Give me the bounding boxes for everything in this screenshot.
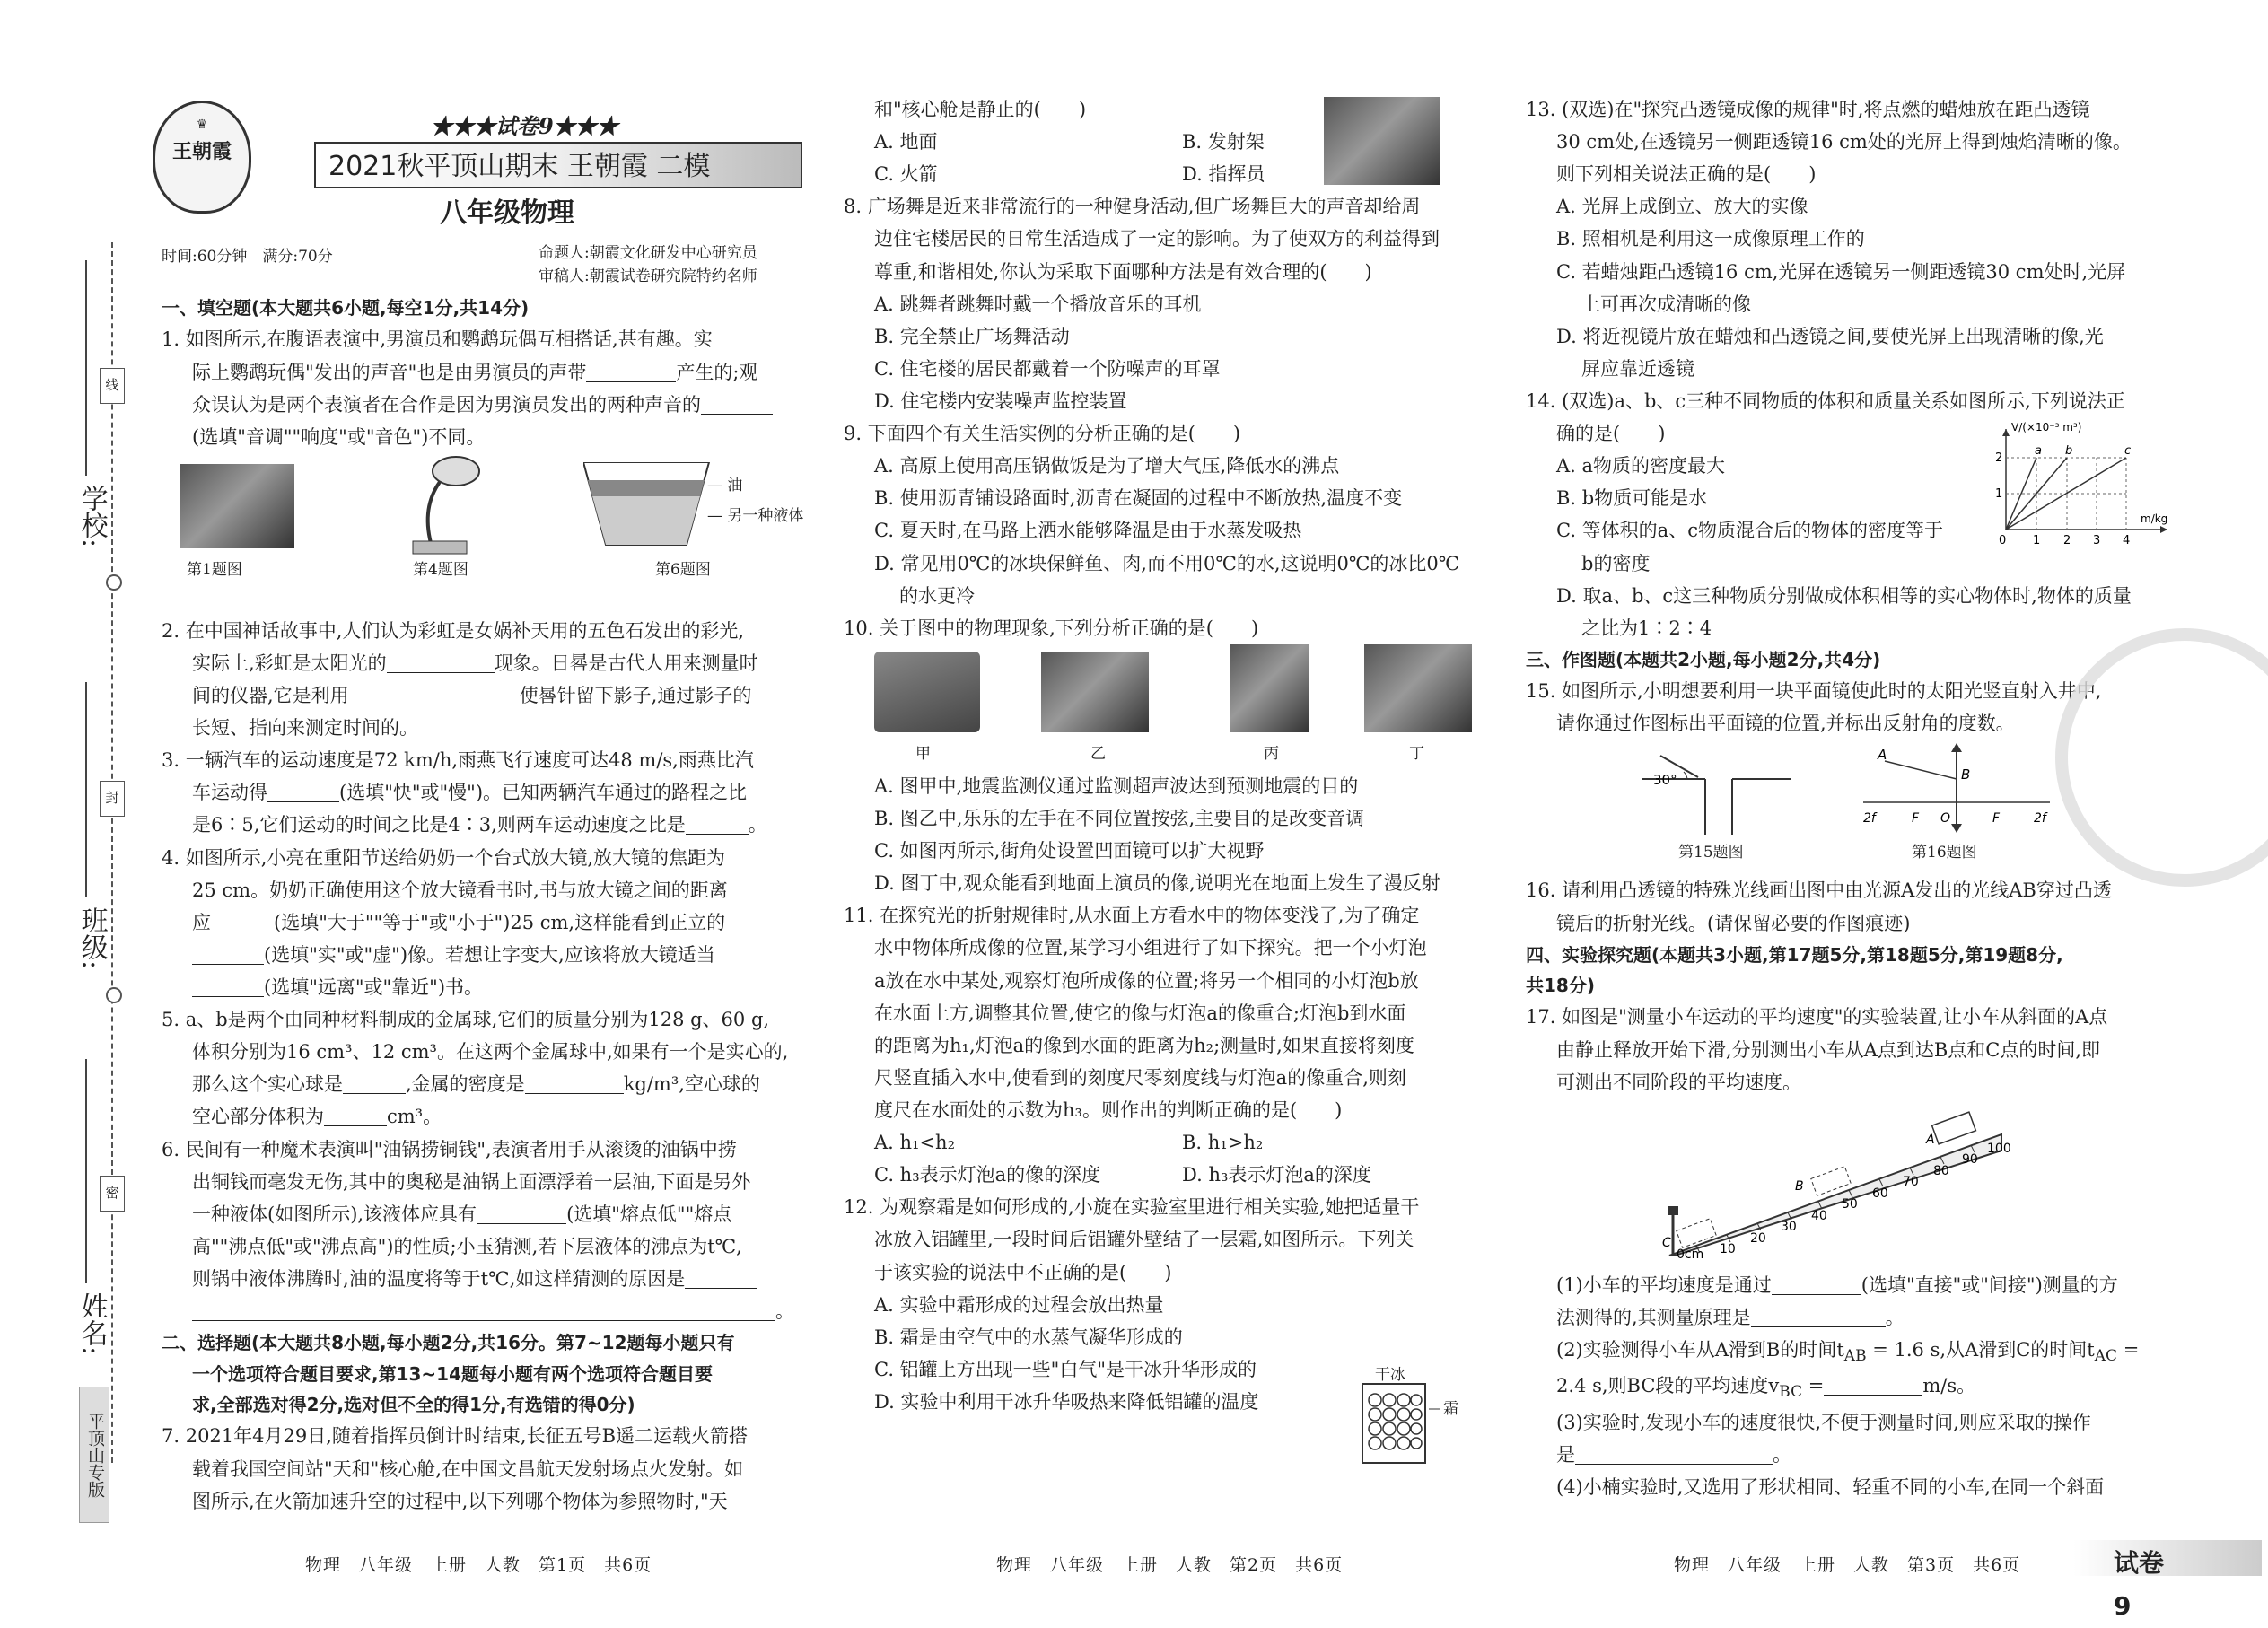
svg-text:1: 1 [2033, 534, 2041, 547]
svg-text:2f: 2f [1863, 811, 1876, 827]
svg-text:90: 90 [1962, 1151, 1978, 1167]
dry-ice-label: 干冰 [1375, 1366, 1405, 1384]
exam-time: 时间:60分钟 满分:70分 [162, 248, 333, 266]
svg-text:b: b [2065, 444, 2073, 458]
svg-text:10: 10 [1720, 1241, 1736, 1256]
series-label: ★★★试卷9★★★ [431, 113, 618, 139]
svg-text:A: A [1878, 747, 1887, 764]
svg-text:1: 1 [1995, 487, 2003, 501]
page-2-footer: 物理 八年级 上册 人教 第2页 共6页 [996, 1555, 1344, 1575]
q9-option-c[interactable]: C. 夏天时,在马路上洒水能够降温是由于水蒸发吸热 [874, 520, 1302, 542]
q12: 12. 为观察霜是如何形成的,小旋在实验室里进行相关实验,她把适量干 冰放入铝罐里,一段时间后铝罐外壁结了一层霜,如图所示。下列关 于该实验的说法中不正确的是( ) [844, 1196, 1420, 1283]
q6: 6. 民间有一种魔术表演叫"油锅捞铜钱",表演者用手从滚烫的油锅中捞 出铜钱而毫发无伤,其中的奥秘是油锅上面漂浮着一层油,下面是另外 一种液体(如图所示),该液体应具有 (选填"熔点低""熔点 高""沸点低"或"沸点高")的性质;小玉猜测,若下层液体的沸点为t℃, 则锅中液体沸腾时,油的温度将等于t℃,如这样猜测的原因是 。 [162, 1138, 794, 1323]
page-badge-text: 试卷9 [2114, 1548, 2165, 1622]
q8-option-c[interactable]: C. 住宅楼的居民都戴着一个防噪声的耳罩 [874, 357, 1221, 380]
svg-text:40: 40 [1811, 1208, 1827, 1223]
label-ding: 丁 [1409, 744, 1424, 763]
svg-text:100: 100 [1987, 1141, 2011, 1156]
q15: 15. 如图所示,小明想要利用一块平面镜使此时的太阳光竖直射入井中, 请你通过作图标出平面镜的位置,并标出反射角的度数。 [1526, 680, 2102, 735]
svg-text:0: 0 [1999, 534, 2007, 547]
mi-mark: 密 [100, 1176, 125, 1212]
q10-option-b[interactable]: B. 图乙中,乐乐的左手在不同位置按弦,主要目的是改变音调 [874, 807, 1365, 829]
q17: 17. 如图是"测量小车运动的平均速度"的实验装置,让小车从斜面的A点 由静止释放开始下滑,分别测出小车从A点到达B点和C点的时间,即 可测出不同阶段的平均速度。 [1526, 1006, 2108, 1093]
q9-option-b[interactable]: B. 使用沥青铺设路面时,沥青在凝固的过程中不断放热,温度不变 [874, 487, 1403, 510]
svg-text:F: F [1992, 811, 2001, 827]
q14-option-c[interactable]: C. 等体积的a、c物质混合后的物体的密度等于 b的密度 [1556, 520, 1943, 574]
q8: 8. 广场舞是近来非常流行的一种健身活动,但广场舞巨大的声音却给周 边住宅楼居民的日常生活造成了一定的影响。为了使双方的利益得到 尊重,和谐相处,你认为采取下面哪种方法是有效合理的( ) [844, 196, 1440, 283]
q17-4: (4)小楠实验时,又选用了形状相同、轻重不同的小车,在同一个斜面 [1556, 1476, 2105, 1499]
hole-bottom [106, 987, 122, 1003]
svg-text:20: 20 [1750, 1230, 1766, 1246]
q12-option-b[interactable]: B. 霜是由空气中的水蒸气凝华形成的 [874, 1326, 1183, 1348]
school-label: 学校: [75, 485, 108, 548]
q7-option-c[interactable]: C. 火箭 [874, 163, 938, 186]
well-figure [1633, 747, 1795, 836]
svg-text:F: F [1912, 811, 1920, 827]
q7-option-b[interactable]: B. 发射架 [1182, 131, 1265, 153]
svg-text:2: 2 [1995, 451, 2003, 465]
q7-option-d[interactable]: D. 指挥员 [1182, 163, 1265, 186]
q14-option-a[interactable]: A. a物质的密度最大 [1556, 455, 1726, 477]
q12-option-d[interactable]: D. 实验中利用干冰升华吸热来降低铝罐的温度 [874, 1390, 1259, 1413]
q17-2: (2)实验测得小车从A滑到B的时间$t_{AB} = 1.6$ s,从A滑到C的时间$t_{AC}$ = 2.4 s,则BC段的平均速度$v_{BC} = m/s$。 [1556, 1339, 2140, 1402]
other-liquid-label: — 另一种液体 [707, 506, 804, 525]
page-1-footer: 物理 八年级 上册 人教 第1页 共6页 [305, 1555, 652, 1575]
q10-figures [844, 644, 1490, 770]
svg-text:80: 80 [1933, 1163, 1949, 1178]
rocket-launch-photo [1324, 97, 1440, 185]
q12-option-c[interactable]: C. 铝罐上方出现一些"白气"是干冰升华形成的 [874, 1358, 1257, 1380]
exam-author: 命题人:朝霞文化研发中心研究员 [539, 244, 757, 262]
hole-top [106, 574, 122, 591]
class-line [85, 682, 87, 897]
svg-text:3: 3 [2093, 534, 2101, 547]
q16: 16. 请利用凸透镜的特殊光线画出图中由光源A发出的光线AB穿过凸透 镜后的折射光线。(请保留必要的作图痕迹) [1526, 880, 2112, 934]
svg-text:O: O [1940, 811, 1951, 827]
svg-text:2f: 2f [2034, 811, 2046, 827]
fig-1-caption: 第1题图 [187, 560, 242, 579]
exam-reviewer: 审稿人:朝霞试卷研究院特约名师 [539, 267, 757, 285]
q11-options-2 [844, 1159, 1490, 1191]
q9-option-a[interactable]: A. 高原上使用高压锅做饭是为了增大气压,降低水的沸点 [874, 455, 1340, 477]
lens-figure [1858, 740, 2055, 838]
fig-4-caption: 第4题图 [413, 560, 468, 579]
ruler-unit: 0cm [1677, 1247, 1704, 1260]
oil-pot-figure [583, 462, 718, 552]
logo-text: 王朝霞 [171, 140, 232, 164]
q13-option-a[interactable]: A. 光屏上成倒立、放大的实像 [1556, 196, 1808, 218]
page-3-footer: 物理 八年级 上册 人教 第3页 共6页 [1674, 1555, 2021, 1575]
incline-figure-area [1526, 1098, 2172, 1269]
svg-text:30: 30 [1781, 1219, 1797, 1234]
q11-option-a[interactable]: A. h₁<h₂ [874, 1132, 955, 1154]
stage-reflection-photo [1364, 644, 1472, 732]
q11-option-d[interactable]: D. h₃表示灯泡a的深度 [1182, 1164, 1371, 1186]
class-label: 班级: [75, 906, 108, 970]
svg-text:A: A [1926, 1132, 1935, 1147]
svg-text:C: C [1662, 1235, 1671, 1250]
q11-option-c[interactable]: C. h₃表示灯泡a的像的深度 [874, 1164, 1101, 1186]
svg-text:a: a [2035, 444, 2042, 458]
q8-option-a[interactable]: A. 跳舞者跳舞时戴一个播放音乐的耳机 [874, 293, 1202, 315]
magnifier-figure [404, 453, 503, 561]
exam-title: 2021秋平顶山期末 王朝霞 二模 [328, 151, 711, 182]
graph-y-label: V/(×10⁻³ m³) [2011, 422, 2082, 433]
feng-mark: 封 [100, 781, 125, 817]
q11-option-b[interactable]: B. h₁>h₂ [1182, 1132, 1264, 1154]
q7-part1: 7. 2021年4月29日,随着指挥员倒计时结束,长征五号B遥二运载火箭搭 载着我国空间站"天和"核心舱,在中国文昌航天发射场点火发射。如 图所示,在火箭加速升空的过程中,以下列哪个物体为参照物时,"天 [162, 1425, 749, 1512]
q17-3: (3)实验时,发现小车的速度很快,不便于测量时间,则应采取的操作 是 。 [1556, 1411, 2091, 1466]
violin-photo [1041, 652, 1149, 732]
graph-x-label: m/kg [2141, 512, 2168, 525]
q10: 10. 关于图中的物理现象,下列分析正确的是( ) [844, 617, 1259, 639]
svg-text:B: B [1795, 1178, 1804, 1194]
page-2-body [844, 93, 1490, 1418]
q9-option-d[interactable]: D. 常见用0℃的冰块保鲜鱼、肉,而不用0℃的水,这说明0℃的冰比0℃ 的水更冷 [874, 552, 1460, 607]
q8-option-b[interactable]: B. 完全禁止广场舞活动 [874, 325, 1070, 347]
subject-title: 八年级物理 [440, 197, 574, 229]
ventriloquist-photo [180, 464, 294, 548]
binding-strip [0, 0, 162, 1606]
page-1-body [162, 293, 808, 1518]
incline-ruler-figure [1660, 1098, 2019, 1260]
section-1-heading: 一、填空题(本大题共6小题,每空1分,共14分) [162, 297, 530, 319]
svg-text:4: 4 [2123, 534, 2131, 547]
q10-option-c[interactable]: C. 如图丙所示,街角处设置凹面镜可以扩大视野 [874, 840, 1265, 862]
name-line [85, 1059, 87, 1283]
q7-option-a[interactable]: A. 地面 [874, 131, 938, 153]
svg-text:50: 50 [1842, 1196, 1858, 1212]
fig-15-caption: 第15题图 [1678, 844, 1744, 862]
q11: 11. 在探究光的折射规律时,从水面上方看水中的物体变浅了,为了确定 水中物体所成像的位置,某学习小组进行了如下探究。把一个小灯泡 a放在水中某处,观察灯泡所成像的位置;将另一个相同的小灯泡b放 在水面上方,调整其位置,使它的像与灯泡a的像重合;灯泡b到水面 的距离为h₁,灯泡a的像到水面的距离为h₂;测量时,如果直接将刻度 尺竖直插入水中,使看到的刻度尺零刻度线与灯泡a的像重合,则刻 度尺在水面处的示数为h₃。则作出的判断正确的是( ) [844, 905, 1427, 1121]
q9: 9. 下面四个有关生活实例的分析正确的是( ) [844, 423, 1241, 445]
q3: 3. 一辆汽车的运动速度是72 km/h,雨燕飞行速度可达48 m/s,雨燕比汽 车运动得 (选填"快"或"慢")。已知两辆汽车通过的路程之比 是6∶5,它们运动的时间之比是4∶3,则两车运动速度之比是 。 [162, 749, 767, 836]
q1: 1. 如图所示,在腹语表演中,男演员和鹦鹉玩偶互相搭话,甚有趣。实 际上鹦鹉玩偶"发出的声音"也是由男演员的声带 产生的;观 众误认为是两个表演者在合作是因为男演员发出的两种声音的 (选填"音调""响度"或"音色")不同。 [162, 323, 808, 452]
density-graph [1988, 422, 2185, 547]
label-yi: 乙 [1090, 744, 1106, 763]
q13-option-c[interactable]: C. 若蜡烛距凸透镜16 cm,光屏在透镜另一侧距透镜30 cm处时,光屏 上可再次成清晰的像 [1556, 260, 2126, 315]
label-bing: 丙 [1264, 744, 1279, 763]
xian-mark: 线 [100, 368, 125, 404]
section-4-heading: 四、实验探究题(本题共3小题,第17题5分,第18题5分,第19题8分, 共18分) [1526, 943, 2063, 997]
q4: 4. 如图所示,小亮在重阳节送给奶奶一个台式放大镜,放大镜的焦距为 25 cm。奶奶正确使用这个放大镜看书时,书与放大镜之间的距离 应 (选填"大于""等于"或"小于")25 cm,这样能看到正立的 (选填"实"或"虚")像。若想让字变大,应该将放大镜适当 (选填"远离"或"靠近")书。 [162, 846, 728, 999]
q14-option-d[interactable]: D. 取a、b、c这三种物质分别做成体积相等的实心物体时,物体的质量 之比为1∶2∶4 [1556, 584, 2132, 639]
q8-option-d[interactable]: D. 住宅楼内安装噪声监控装置 [874, 389, 1127, 412]
frost-label: 霜 [1443, 1400, 1458, 1418]
q2: 2. 在中国神话故事中,人们认为彩虹是女娲补天用的五色石发出的彩光, 实际上,彩虹是太阳光的 现象。日晷是古代人用来测量时 间的仪器,它是利用 使晷针留下影子,通过影子的 长短、指向来测定时间的。 [162, 619, 758, 740]
q13-option-d[interactable]: D. 将近视镜片放在蜡烛和凸透镜之间,要使光屏上出现清晰的像,光 屏应靠近透镜 [1556, 325, 2104, 380]
svg-text:B: B [1961, 766, 1971, 783]
svg-text:70: 70 [1903, 1174, 1919, 1189]
convex-mirror-photo [1230, 644, 1309, 732]
section-2-heading: 二、选择题(本大题共8小题,每小题2分,共16分。第7~12题每小题只有 一个选项符合题目要求,第13~14题每小题有两个选项符合题目要 求,全部选对得2分,选对但不全的得1分,有选错的得0分) [162, 1332, 735, 1416]
q11-options-1 [844, 1126, 1490, 1159]
fig-16-caption: 第16题图 [1912, 844, 1977, 862]
q10-option-a[interactable]: A. 图甲中,地震监测仪通过监测超声波达到预测地震的目的 [874, 775, 1359, 797]
svg-text:c: c [2124, 444, 2132, 458]
school-line [85, 260, 87, 476]
q5: 5. a、b是两个由同种材料制成的金属球,它们的质量分别为128 g、60 g, 体积分别为16 cm³、12 cm³。在这两个金属球中,如果有一个是实心的, 那么这个实心球是 ,金属的密度是 kg/m³,空心球的 空心部分体积为 cm³。 [162, 1009, 789, 1128]
q17-1: (1)小车的平均速度是通过 (选填"直接"或"间接")测量的方 法测得的,其测量原理是 。 [1556, 1274, 2118, 1328]
svg-text:60: 60 [1872, 1186, 1888, 1201]
angle-label: 30° [1653, 772, 1677, 789]
name-label: 姓名: [75, 1292, 108, 1356]
q14: 14. (双选)a、b、c三种不同物质的体积和质量关系如图所示,下列说法正 确的是( ) [1526, 389, 2125, 445]
oil-label: — 油 [707, 476, 743, 495]
q10-option-d[interactable]: D. 图丁中,观众能看到地面上演员的像,说明光在地面上发生了漫反射 [874, 872, 1440, 895]
fig-6-caption: 第6题图 [655, 560, 711, 579]
label-jia: 甲 [915, 744, 931, 763]
logo-seal: ♛ 王朝霞 [153, 101, 251, 214]
q12-option-a[interactable]: A. 实验中霜形成的过程会放出热量 [874, 1293, 1164, 1316]
seismograph-photo [874, 652, 980, 732]
section-3-heading: 三、作图题(本题共2小题,每小题2分,共4分) [1526, 648, 1881, 670]
q14-option-b[interactable]: B. b物质可能是水 [1556, 487, 1708, 510]
q1-q6-figures [162, 453, 808, 615]
edition-tag: 平顶山专版 [79, 1387, 109, 1523]
svg-text:2: 2 [2063, 534, 2071, 547]
q13-option-b[interactable]: B. 照相机是利用这一成像原理工作的 [1556, 228, 1865, 250]
q7-part2: 和"核心舱是静止的( ) [874, 99, 1087, 120]
q13: 13. (双选)在"探究凸透镜成像的规律"时,将点燃的蜡烛放在距凸透镜 30 cm处,在透镜另一侧距透镜16 cm处的光屏上得到烛焰清晰的像。 则下列相关说法正确的是( ) [1526, 99, 2132, 186]
binding-line [111, 242, 113, 1463]
